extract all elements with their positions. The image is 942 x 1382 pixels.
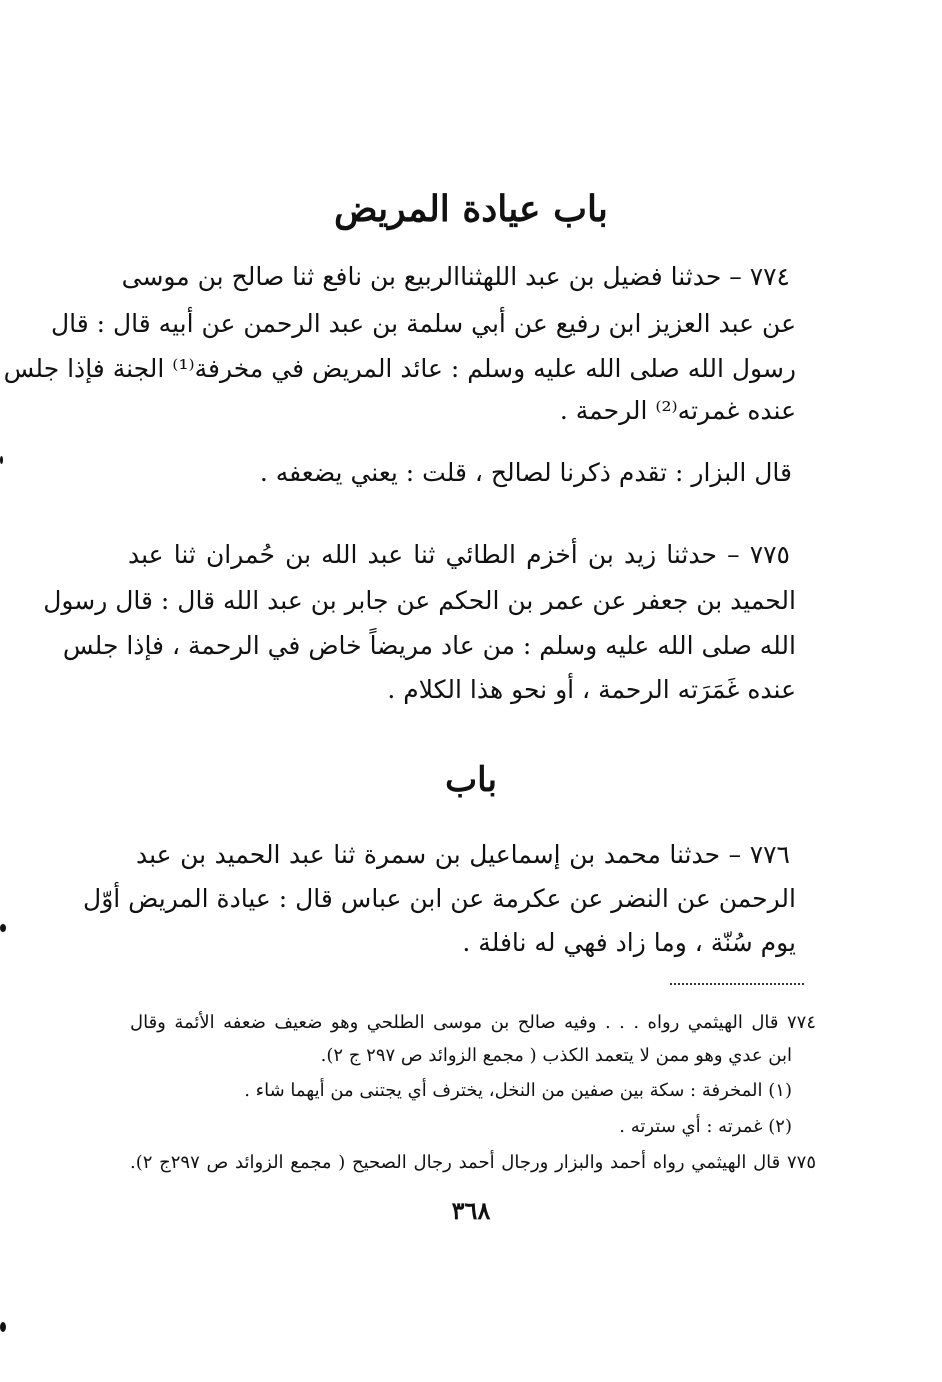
page-number: ٣٦٨ (451, 1196, 491, 1225)
scan-mark (0, 456, 3, 464)
chapter-title: باب عيادة المريض (334, 188, 608, 230)
section-title: باب (445, 760, 497, 800)
scan-mark (0, 924, 6, 932)
footnote-2: (٢) غمرته : أي سترته . (619, 1116, 792, 1137)
hadith-774-line-4: عنده غمرته⁽²⁾ الرحمة . (559, 396, 796, 425)
bazzar-comment: قال البزار : تقدم ذكرنا لصالح ، قلت : يعني يضعفه . (259, 458, 792, 487)
hadith-775-line-1: ٧٧٥ – حدثنا زيد بن أخزم الطائي ثنا عبد الله بن حُمران ثنا عبد (128, 540, 790, 569)
hadith-776-line-2: الرحمن عن النضر عن عكرمة عن ابن عباس قال : عيادة المريض أوّل (83, 884, 796, 913)
hadith-776-line-1: ٧٧٦ – حدثنا محمد بن إسماعيل بن سمرة ثنا عبد الحميد بن عبد (136, 840, 790, 869)
footnote-774-line-1: ٧٧٤ قال الهيثمي رواه . . . وفيه صالح بن موسى الطلحي وهو ضعيف ضعفه الأئمة وقال (130, 1012, 816, 1033)
scan-mark (0, 1322, 6, 1332)
hadith-775-line-3: الله صلى الله عليه وسلم : من عاد مريضاً خاض في الرحمة ، فإذا جلس (62, 631, 796, 660)
hadith-776-line-3: يوم سُنّة ، وما زاد فهي له نافلة . (462, 928, 796, 957)
footnote-775: ٧٧٥ قال الهيثمي رواه أحمد والبزار ورجال أحمد رجال الصحيح ( مجمع الزوائد ص ٢٩٧ج ٢). (130, 1152, 816, 1173)
footnote-774-line-2: ابن عدي وهو ممن لا يتعمد الكذب ( مجمع الزوائد ص ٢٩٧ ج ٢). (320, 1045, 792, 1066)
footnote-separator (670, 983, 804, 985)
hadith-774-line-2: عن عبد العزيز ابن رفيع عن أبي سلمة بن عبد الرحمن عن أبيه قال : قال (50, 309, 796, 338)
hadith-775-line-4: عنده غَمَرَته الرحمة ، أو نحو هذا الكلام . (387, 675, 796, 704)
hadith-775-line-2: الحميد بن جعفر عن عمر بن الحكم عن جابر بن عبد الله قال : قال رسول (43, 586, 796, 615)
hadith-774-line-3: رسول الله صلى الله عليه وسلم : عائد المريض في مخرفة⁽¹⁾ الجنة فإذا جلس (3, 354, 796, 383)
footnote-1: (١) المخرفة : سكة بين صفين من النخل، يخترف أي يجتنى من أيهما شاء . (244, 1080, 792, 1101)
hadith-774-line-1: ٧٧٤ – حدثنا فضيل بن عبد اللهثناالربيع بن نافع ثنا صالح بن موسى (121, 262, 790, 291)
